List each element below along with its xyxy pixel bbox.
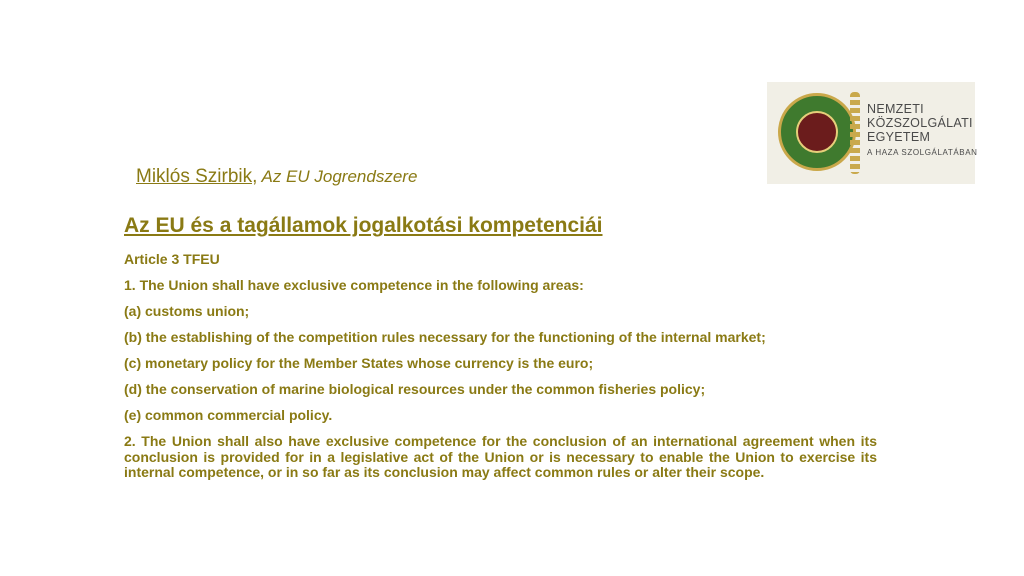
point-1: 1. The Union shall have exclusive competence in the following areas: xyxy=(124,277,584,293)
point-2: 2. The Union shall also have exclusive competence for the conclusion of an international agreement when its conclusion is provided for in a legislative act of the Union or is necessary to enable the Union to exercise its internal competence, or in so far as its conclusion may affect common rules or alter their scope. xyxy=(124,433,877,480)
logo-tagline: A HAZA SZOLGÁLATÁBAN xyxy=(867,148,978,157)
slide-subtitle xyxy=(136,166,417,188)
list-item-e: (e) common commercial policy. xyxy=(124,407,333,423)
list-item-a: (a) customs union; xyxy=(124,303,250,319)
list-item-b: (b) the establishing of the competition rules necessary for the functioning of the internal market; xyxy=(124,329,766,345)
logo-text xyxy=(867,102,978,160)
slide-heading: Az EU és a tagállamok jogalkotási kompetenciái xyxy=(124,214,603,237)
slide-body xyxy=(124,212,877,481)
seal-icon xyxy=(778,93,856,171)
logo-line-2: KÖZSZOLGÁLATI xyxy=(867,116,973,130)
seal-crest xyxy=(796,111,838,153)
university-logo xyxy=(767,82,978,184)
work-title: Az EU Jogrendszere xyxy=(257,167,418,186)
list-item-c: (c) monetary policy for the Member States whose currency is the euro; xyxy=(124,355,594,371)
logo-line-3: EGYETEM xyxy=(867,130,931,144)
ornament-chain xyxy=(850,92,860,174)
author-name: Miklós Szirbik, xyxy=(136,166,258,187)
article-reference: Article 3 TFEU xyxy=(124,251,220,267)
logo-line-1: NEMZETI xyxy=(867,102,924,116)
list-item-d: (d) the conservation of marine biological resources under the common fisheries policy; xyxy=(124,381,706,397)
